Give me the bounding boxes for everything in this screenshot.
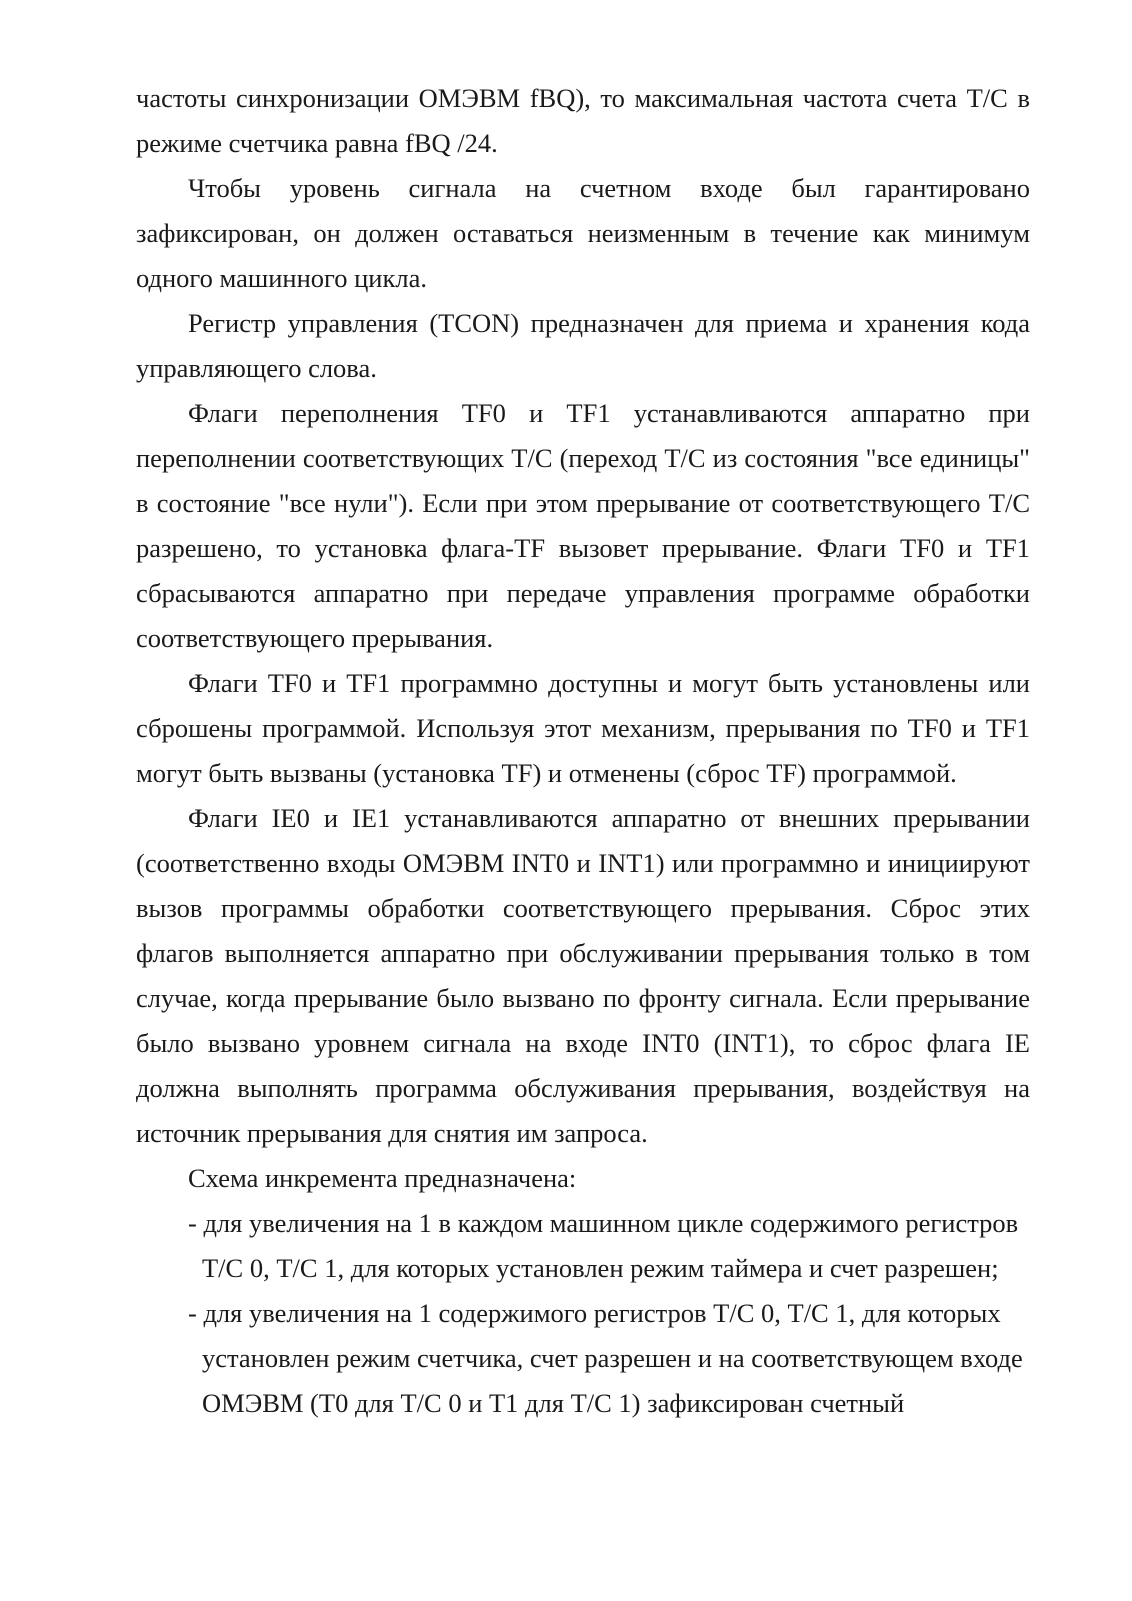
increment-purpose-list bbox=[136, 1201, 1030, 1426]
paragraph-tcon-register: Регистр управления (TCON) предназначен для приема и хранения кода управляющего слова. bbox=[136, 308, 1030, 383]
paragraph-overflow-flags: Флаги переполнения TF0 и TF1 устанавливаются аппаратно при переполнении соответствующих Т/С (переход Т/С из состояния "все единицы" в состояние "все нули"). Если при этом прерывание от соответствующего Т/С разрешено, то установка флага-TF вызовет прерывание. Флаги TF0 и TF1 сбрасываются аппаратно при передаче управления программе обработки соответствующего прерывания. bbox=[136, 398, 1030, 653]
list-item: - для увеличения на 1 содержимого регистров Т/С 0, Т/С 1, для которых установлен режим счетчика, счет разрешен и на соответствующем входе ОМЭВМ (Т0 для Т/С 0 и Т1 для Т/С 1) зафиксирован счетный bbox=[188, 1298, 1023, 1418]
paragraph-signal-level: Чтобы уровень сигнала на счетном входе был гарантировано зафиксирован, он должен оставаться неизменным в течение как минимум одного машинного цикла. bbox=[136, 173, 1030, 293]
list-item: - для увеличения на 1 в каждом машинном цикле содержимого регистров Т/С 0, Т/С 1, для которых установлен режим таймера и счет разрешен; bbox=[188, 1208, 1019, 1283]
paragraph-external-interrupt-flags: Флаги IE0 и IE1 устанавливаются аппаратно от внешних прерывании (соответственно входы ОМЭВМ INT0 и INT1) или программно и инициируют вызов программы обработки соответствующего прерывания. Сброс этих флагов выполняется аппаратно при обслуживании прерывания только в том случае, когда прерывание было вызвано по фронту сигнала. Если прерывание было вызвано уровнем сигнала на входе INT0 (INT1), то сброс флага IE должна выполнять программа обслуживания прерывания, воздействуя на источник прерывания для снятия им запроса. bbox=[136, 803, 1030, 1148]
paragraph-flags-programmable: Флаги TF0 и TF1 программно доступны и могут быть установлены или сброшены программой. Используя этот механизм, прерывания по TF0 и TF1 могут быть вызваны (установка TF) и отменены (сброс TF) программой. bbox=[136, 668, 1030, 788]
paragraph-continuation: частоты синхронизации ОМЭВМ fBQ), то максимальная частота счета Т/С в режиме счетчика равна fBQ /24. bbox=[136, 83, 1030, 158]
paragraph-increment-scheme: Схема инкремента предназначена: bbox=[188, 1163, 577, 1193]
